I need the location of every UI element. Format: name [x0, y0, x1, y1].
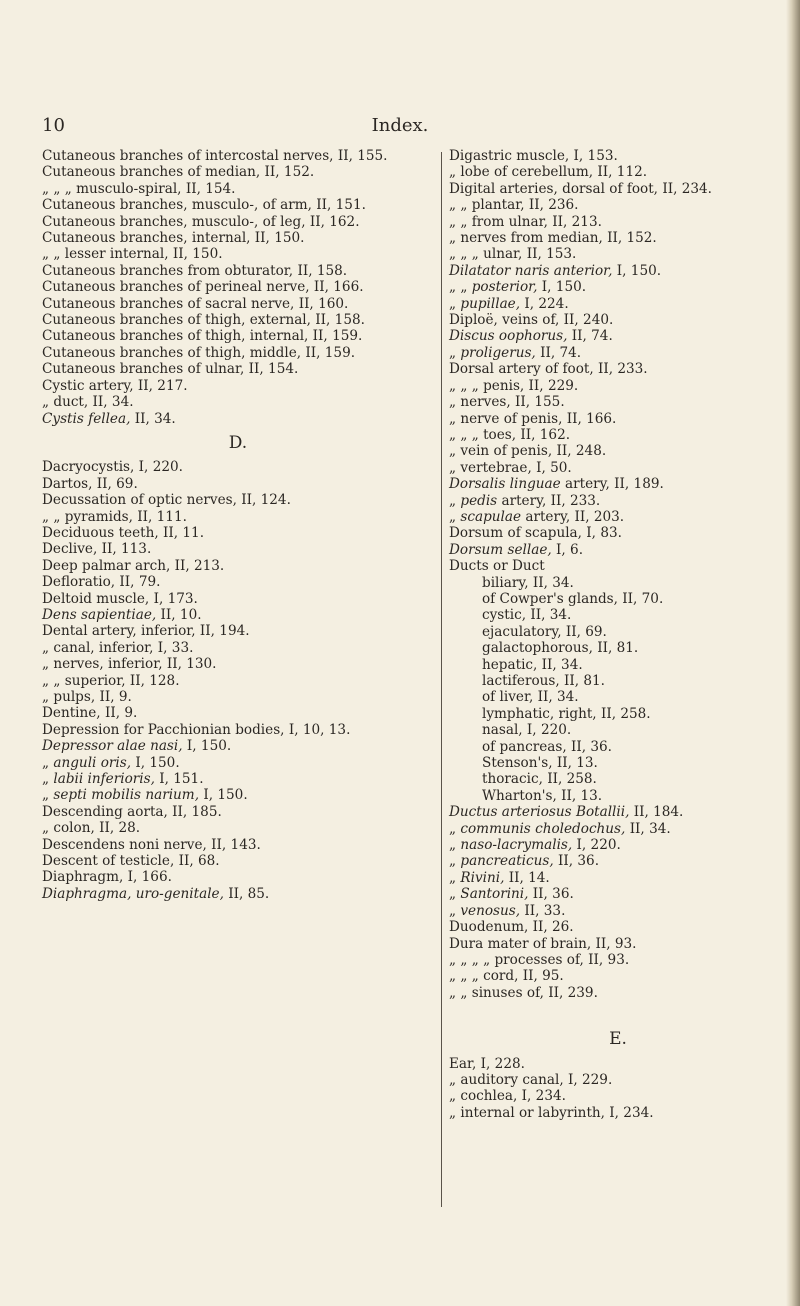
entry-term: communis choledochus,: [460, 820, 626, 837]
ditto-mark: „: [449, 853, 461, 870]
index-entry: [449, 279, 787, 295]
index-entry: Dura mater of brain, II, 93.: [449, 935, 637, 952]
index-entry: „ „ sinuses of, II, 239.: [449, 984, 598, 1001]
index-entry: Decussation of optic nerves, II, 124.: [42, 492, 291, 509]
entry-ref: II, 74.: [540, 344, 582, 361]
entry-term: septi mobilis narium,: [53, 787, 200, 804]
entry-term: Dilatator naris anterior,: [449, 262, 613, 279]
index-entry: [449, 476, 787, 492]
entry-term: pedis: [460, 492, 498, 509]
entry-ref: II, 74.: [571, 328, 613, 345]
index-entry: „ „ from ulnar, II, 213.: [449, 213, 602, 230]
index-entry: Dental artery, inferior, II, 194.: [42, 623, 250, 640]
index-entry: [449, 345, 787, 361]
index-entry: Depression for Pacchionian bodies, I, 10, 13.: [42, 721, 351, 738]
entry-term: Dens sapientiae,: [42, 606, 157, 623]
index-entry: [449, 870, 787, 886]
ditto-mark: „: [449, 492, 461, 509]
entry-term: posterior,: [471, 279, 538, 296]
index-entry: Dacryocystis, I, 220.: [42, 459, 183, 476]
index-entry: [449, 853, 787, 869]
ditto-mark: „: [449, 837, 461, 854]
entry-ref: artery, II, 203.: [525, 508, 625, 525]
entry-ref: II, 36.: [558, 853, 600, 870]
index-entry: „ „ superior, II, 128.: [42, 672, 180, 689]
entry-term: Dorsum sellae,: [449, 541, 552, 558]
index-entry: [449, 493, 787, 509]
index-entry: „ internal or labyrinth, I, 234.: [449, 1104, 654, 1121]
index-entry: Diploë, veins of, II, 240.: [449, 312, 614, 329]
duct-subentry: ejaculatory, II, 69.: [482, 623, 607, 640]
duct-subentry: of Cowper's glands, II, 70.: [482, 590, 664, 607]
entry-term: naso-lacrymalis,: [460, 837, 573, 854]
entry-ref: I, 150.: [186, 738, 232, 755]
entry-ref: II, 34.: [629, 820, 671, 837]
index-entry: Ear, I, 228.: [449, 1055, 525, 1072]
entry-term: proligerus,: [460, 344, 536, 361]
entry-ref: II, 14.: [508, 869, 550, 886]
entry-term: Diaphragma, uro-genitale,: [42, 885, 224, 902]
index-entry: Cutaneous branches of thigh, external, II, 158.: [42, 312, 365, 329]
index-entry: „ pulps, II, 9.: [42, 689, 132, 705]
entry-ref: I, 224.: [524, 295, 569, 312]
entry-ref: I, 150.: [541, 279, 587, 296]
index-entry: „ canal, inferior, I, 33.: [42, 639, 194, 656]
ditto-mark: „: [42, 754, 54, 771]
entry-term: pupillae,: [460, 295, 521, 312]
index-entry: Diaphragm, I, 166.: [42, 869, 172, 886]
column-divider: [441, 152, 442, 1207]
index-entry: [449, 903, 787, 919]
page-title: Index.: [371, 115, 429, 136]
entry-ref: II, 36.: [532, 886, 574, 903]
duct-subentry: nasal, I, 220.: [482, 722, 572, 739]
ditto-mark: „: [449, 869, 461, 886]
index-entry: [42, 886, 434, 902]
index-entry: Duodenum, II, 26.: [449, 919, 574, 936]
right-column: [449, 148, 787, 1121]
index-entry: Cutaneous branches of sacral nerve, II, 160.: [42, 295, 349, 312]
index-entry: [42, 771, 434, 787]
entry-ref: I, 150.: [616, 262, 662, 279]
index-entry: [42, 411, 434, 427]
index-entry: Cutaneous branches of thigh, internal, II, 159.: [42, 328, 363, 345]
index-entry: „ „ „ musculo-spiral, II, 154.: [42, 180, 236, 197]
index-entry: [449, 886, 787, 902]
index-entry: Cutaneous branches of ulnar, II, 154.: [42, 361, 299, 378]
index-entry: Cutaneous branches, musculo-, of leg, II, 162.: [42, 213, 360, 230]
index-entry: [449, 804, 787, 820]
index-entry: Cutaneous branches of intercostal nerves, II, 155.: [42, 148, 388, 164]
ditto-mark: „: [42, 787, 54, 804]
index-entry: [42, 755, 434, 771]
index-entry: Cutaneous branches of median, II, 152.: [42, 164, 315, 181]
index-entry: [449, 328, 787, 344]
entry-term: scapulae: [460, 508, 522, 525]
ducts-heading: Ducts or Duct: [449, 558, 545, 575]
duct-subentry: Stenson's, II, 13.: [482, 755, 598, 772]
index-entry: [449, 509, 787, 525]
index-entry: [42, 787, 434, 803]
index-entry: Cutaneous branches of perineal nerve, II, 166.: [42, 279, 364, 296]
duct-subentry: of pancreas, II, 36.: [482, 738, 612, 755]
index-entry: Dentine, II, 9.: [42, 705, 138, 722]
index-entry: Cutaneous branches from obturator, II, 158.: [42, 262, 348, 279]
index-entry: [449, 542, 787, 558]
entry-ref: I, 220.: [576, 837, 621, 854]
index-entry: Digastric muscle, I, 153.: [449, 148, 618, 164]
entry-term: Discus oophorus,: [449, 328, 568, 345]
index-entry: [449, 837, 787, 853]
entry-ref: I, 150.: [135, 754, 180, 771]
index-entry: „ „ pyramids, II, 111.: [42, 508, 187, 525]
index-entry: „ „ „ penis, II, 229.: [449, 377, 579, 394]
index-entry: „ vertebrae, I, 50.: [449, 459, 572, 476]
entry-ref: II, 33.: [524, 902, 566, 919]
ditto-mark: „: [449, 886, 461, 903]
index-entry: Defloratio, II, 79.: [42, 574, 161, 591]
entry-term: Santorini,: [460, 886, 529, 903]
duct-subentry: biliary, II, 34.: [482, 574, 574, 591]
entry-ref: II, 34.: [134, 410, 176, 427]
index-entry: Deep palmar arch, II, 213.: [42, 557, 225, 574]
entry-term: Cystis fellea,: [42, 410, 131, 427]
ditto-mark: „: [42, 771, 54, 788]
index-entry: Cystic artery, II, 217.: [42, 377, 188, 394]
entry-ref: I, 151.: [159, 771, 204, 788]
index-entry: Dorsum of scapula, I, 83.: [449, 525, 622, 542]
ditto-mark: „: [449, 295, 461, 312]
entry-ref: artery, II, 189.: [565, 476, 664, 493]
index-entry: Cutaneous branches, internal, II, 150.: [42, 230, 305, 247]
index-entry: [42, 738, 434, 754]
index-entry: „ auditory canal, I, 229.: [449, 1071, 613, 1088]
duct-subentry: galactophorous, II, 81.: [482, 640, 639, 657]
section-letter-d: D.: [228, 432, 248, 453]
duct-subentry: of liver, II, 34.: [482, 689, 579, 706]
index-entry: „ nerves, inferior, II, 130.: [42, 656, 217, 673]
index-entry: Descent of testicle, II, 68.: [42, 853, 220, 870]
duct-subentry: cystic, II, 34.: [482, 607, 572, 624]
duct-subentry: thoracic, II, 258.: [482, 771, 597, 788]
ditto-mark: „: [449, 902, 461, 919]
index-entry: Dorsal artery of foot, II, 233.: [449, 361, 648, 378]
entry-term: venosus,: [460, 902, 521, 919]
ditto-mark: „ „: [449, 279, 472, 296]
index-entry: Deciduous teeth, II, 11.: [42, 524, 205, 541]
entry-term: pancreaticus,: [460, 853, 554, 870]
duct-subentry: lymphatic, right, II, 258.: [482, 705, 651, 722]
entry-ref: II, 85.: [228, 885, 270, 902]
index-entry: „ „ lesser internal, II, 150.: [42, 246, 223, 263]
index-entry: Cutaneous branches of thigh, middle, II, 159.: [42, 344, 356, 361]
entry-ref: artery, II, 233.: [501, 492, 601, 509]
index-entry: „ cochlea, I, 234.: [449, 1088, 566, 1105]
index-entry: Deltoid muscle, I, 173.: [42, 590, 198, 607]
entry-term: anguli oris,: [53, 754, 132, 771]
index-entry: [449, 296, 787, 312]
index-entry: Descendens noni nerve, II, 143.: [42, 836, 261, 853]
index-entry: Digital arteries, dorsal of foot, II, 234.: [449, 180, 712, 197]
ditto-mark: „: [449, 820, 461, 837]
duct-subentry: hepatic, II, 34.: [482, 656, 583, 673]
index-entry: „ lobe of cerebellum, II, 112.: [449, 164, 648, 181]
duct-subentry: lactiferous, II, 81.: [482, 673, 606, 689]
section-letter-e: E.: [609, 1029, 627, 1050]
ditto-mark: „: [449, 344, 461, 361]
entry-ref: II, 10.: [160, 606, 202, 623]
index-entry: [449, 821, 787, 837]
index-entry: „ vein of penis, II, 248.: [449, 443, 607, 460]
duct-subentry: Wharton's, II, 13.: [482, 787, 603, 804]
page-number: 10: [42, 115, 65, 136]
index-entry: „ nerve of penis, II, 166.: [449, 410, 617, 427]
index-entry: „ nerves, II, 155.: [449, 394, 565, 411]
index-entry: [42, 607, 434, 623]
index-entry: „ „ „ toes, II, 162.: [449, 426, 571, 443]
entry-term: Rivini,: [460, 869, 505, 886]
entry-term: Dorsalis linguae: [449, 476, 561, 493]
index-entry: [449, 263, 787, 279]
index-entry: Declive, II, 113.: [42, 541, 152, 558]
page-gutter-shadow: [786, 0, 800, 1306]
left-column: [42, 148, 434, 902]
index-entry: „ „ „ cord, II, 95.: [449, 968, 564, 985]
entry-ref: I, 150.: [203, 787, 248, 804]
entry-ref: I, 6.: [556, 541, 584, 558]
index-entry: „ duct, II, 34.: [42, 394, 134, 411]
index-entry: Dartos, II, 69.: [42, 475, 138, 492]
index-entry: „ colon, II, 28.: [42, 820, 141, 837]
index-entry: „ „ plantar, II, 236.: [449, 197, 579, 214]
entry-term: labii inferioris,: [53, 771, 155, 788]
index-entry: „ „ „ „ processes of, II, 93.: [449, 951, 630, 968]
entry-term: Depressor alae nasi,: [42, 738, 183, 755]
entry-ref: II, 184.: [633, 804, 684, 821]
index-entry: Cutaneous branches, musculo-, of arm, II, 151.: [42, 197, 366, 214]
index-entry: „ nerves from median, II, 152.: [449, 230, 657, 247]
index-entry: „ „ „ ulnar, II, 153.: [449, 246, 577, 263]
index-entry: Descending aorta, II, 185.: [42, 803, 222, 820]
ditto-mark: „: [449, 508, 461, 525]
entry-term: Ductus arteriosus Botallii,: [449, 804, 630, 821]
